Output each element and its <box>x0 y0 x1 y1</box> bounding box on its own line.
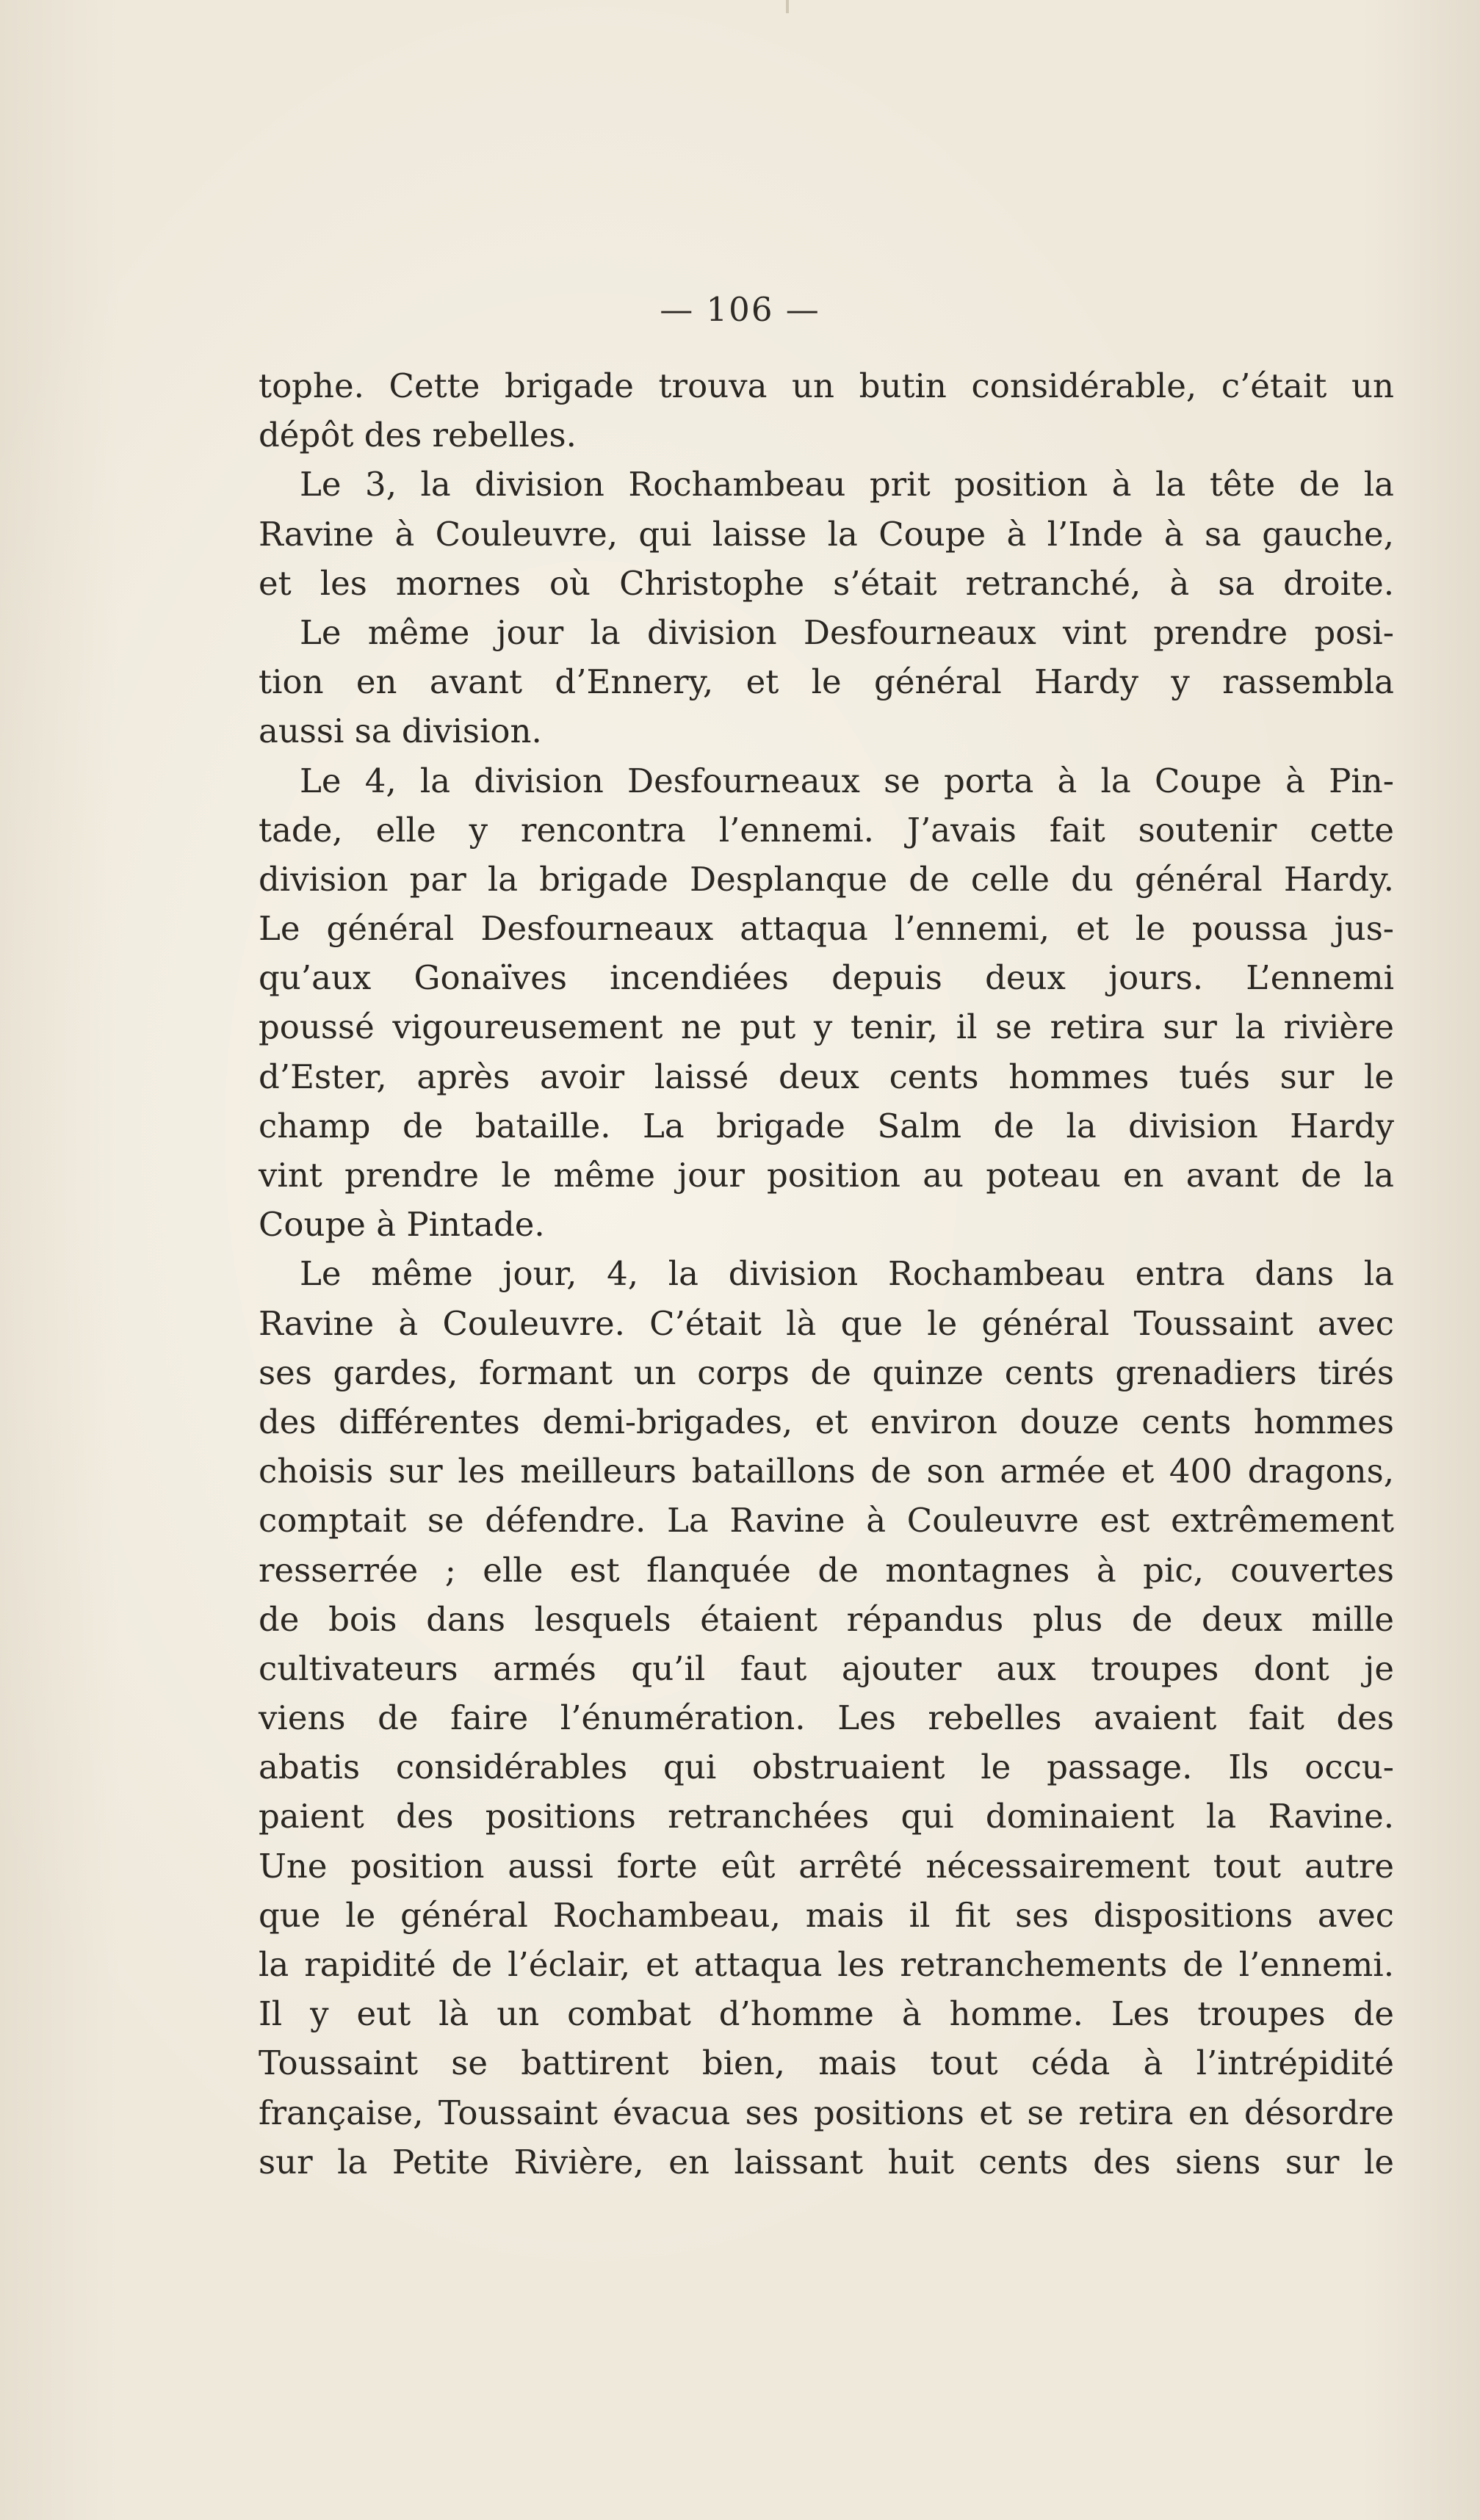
text-line: comptait se défendre. La Ravine à Couleuvre est extrêmement <box>259 1501 1394 1540</box>
text-line: de bois dans lesquels étaient répandus plus de deux mille <box>259 1599 1394 1639</box>
text-line: Ravine à Couleuvre, qui laisse la Coupe à l’Inde à sa gauche, <box>259 514 1394 554</box>
text-line: ses gardes, formant un corps de quinze cents grenadiers tirés <box>259 1353 1394 1392</box>
text-line: Le même jour la division Desfourneaux vint prendre posi- <box>300 612 1394 652</box>
page-edge-mark <box>786 0 789 13</box>
text-line: d’Ester, après avoir laissé deux cents hommes tués sur le <box>259 1057 1394 1096</box>
page-number: — 106 — <box>660 290 820 329</box>
text-line: Le 3, la division Rochambeau prit position à la tête de la <box>300 465 1394 504</box>
text-line: resserrée ; elle est flanquée de montagnes à pic, couvertes <box>259 1550 1394 1590</box>
text-line: sur la Petite Rivière, en laissant huit cents des siens sur le <box>259 2142 1394 2182</box>
text-line: champ de bataille. La brigade Salm de la division Hardy <box>259 1106 1394 1145</box>
text-line: tion en avant d’Ennery, et le général Hardy y rassembla <box>259 662 1394 702</box>
text-line: cultivateurs armés qu’il faut ajouter aux troupes dont je <box>259 1648 1394 1688</box>
text-line: viens de faire l’énumération. Les rebelles avaient fait des <box>259 1698 1394 1738</box>
text-line: qu’aux Gonaïves incendiées depuis deux jours. L’ennemi <box>259 958 1394 998</box>
text-line: tophe. Cette brigade trouva un butin considérable, c’était un <box>259 366 1394 405</box>
text-line: Ravine à Couleuvre. C’était là que le général Toussaint avec <box>259 1303 1394 1343</box>
text-line: Le général Desfourneaux attaqua l’ennemi, et le poussa jus- <box>259 909 1394 949</box>
text-line: aussi sa division. <box>259 712 542 751</box>
text-line: des différentes demi-brigades, et environ douze cents hommes <box>259 1402 1394 1441</box>
text-line: Coupe à Pintade. <box>259 1205 545 1245</box>
text-line: poussé vigoureusement ne put y tenir, il se retira sur la rivière <box>259 1007 1394 1047</box>
text-line: Le même jour, 4, la division Rochambeau entra dans la <box>300 1254 1394 1294</box>
body-text <box>259 361 1394 2187</box>
text-line: choisis sur les meilleurs bataillons de son armée et 400 dragons, <box>259 1452 1394 1491</box>
text-line: division par la brigade Desplanque de celle du général Hardy. <box>259 859 1394 899</box>
text-line: et les mornes où Christophe s’était retranché, à sa droite. <box>259 563 1394 603</box>
text-line: vint prendre le même jour position au poteau en avant de la <box>259 1156 1394 1195</box>
text-line: Une position aussi forte eût arrêté nécessairement tout autre <box>259 1846 1394 1886</box>
text-line: paient des positions retranchées qui dominaient la Ravine. <box>259 1797 1394 1836</box>
text-line: Il y eut là un combat d’homme à homme. Les troupes de <box>259 1994 1394 2034</box>
text-line: la rapidité de l’éclair, et attaqua les retranchements de l’ennemi. <box>259 1945 1394 1984</box>
text-line: que le général Rochambeau, mais il fit ses dispositions avec <box>259 1895 1394 1935</box>
text-line: Toussaint se battirent bien, mais tout céda à l’intrépidité <box>259 2043 1394 2083</box>
text-line: abatis considérables qui obstruaient le passage. Ils occu- <box>259 1748 1394 1787</box>
text-line: dépôt des rebelles. <box>259 416 577 455</box>
text-line: française, Toussaint évacua ses positions et se retira en désordre <box>259 2093 1394 2132</box>
text-line: Le 4, la division Desfourneaux se porta à la Coupe à Pin- <box>300 761 1394 800</box>
text-line: tade, elle y rencontra l’ennemi. J’avais fait soutenir cette <box>259 810 1394 850</box>
